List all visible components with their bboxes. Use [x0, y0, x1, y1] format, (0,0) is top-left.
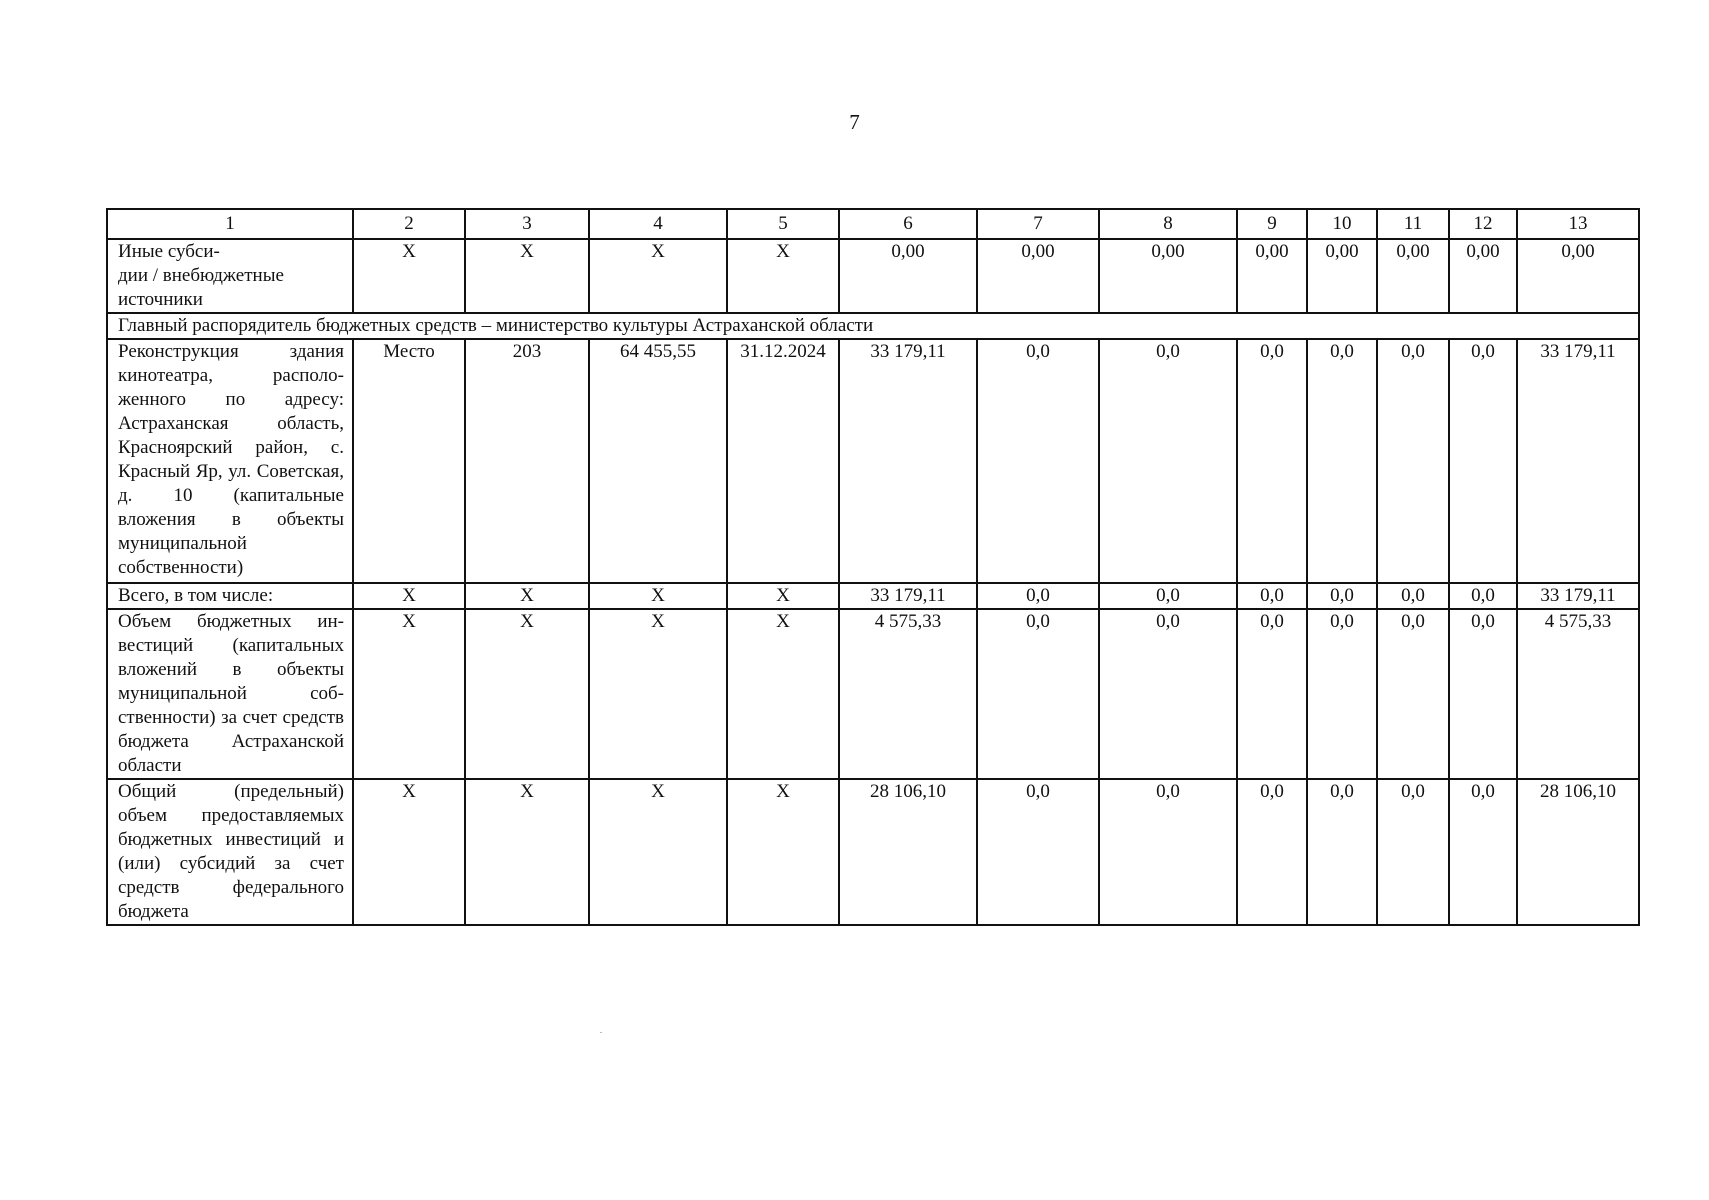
- table-cell: X: [465, 239, 589, 313]
- table-cell: X: [589, 583, 727, 609]
- column-header: 6: [839, 209, 977, 239]
- table-cell: X: [727, 609, 839, 779]
- table-cell: 0,00: [1099, 239, 1237, 313]
- table-cell: 33 179,11: [839, 339, 977, 583]
- table-cell: 0,00: [1307, 239, 1377, 313]
- table-cell: 33 179,11: [1517, 583, 1639, 609]
- table-cell: X: [353, 239, 465, 313]
- table-cell: X: [465, 779, 589, 925]
- table-cell: X: [465, 609, 589, 779]
- table-cell: 31.12.2024: [727, 339, 839, 583]
- table-cell: 0,0: [1237, 779, 1307, 925]
- table-cell: X: [353, 779, 465, 925]
- table-cell: 33 179,11: [1517, 339, 1639, 583]
- row-description: Объем бюджетных инвестиций (капитальных вложений в объекты муниципальной собственности) за счет средств бюджета Астраханской области: [107, 609, 353, 779]
- column-header: 1: [107, 209, 353, 239]
- table-cell: 0,0: [1377, 779, 1449, 925]
- table-cell: 0,0: [1307, 339, 1377, 583]
- table-cell: 0,0: [1307, 779, 1377, 925]
- table-cell: X: [589, 779, 727, 925]
- table-cell: 0,0: [1307, 583, 1377, 609]
- table-cell: Место: [353, 339, 465, 583]
- table-cell: 0,00: [977, 239, 1099, 313]
- table-cell: 0,0: [1237, 609, 1307, 779]
- table-cell: 28 106,10: [1517, 779, 1639, 925]
- column-header: 10: [1307, 209, 1377, 239]
- table-cell: 0,00: [1237, 239, 1307, 313]
- table-row-section-title: [107, 313, 1639, 339]
- table-row-federal-budget: [107, 779, 1639, 925]
- table-row-budget-investments: [107, 609, 1639, 779]
- table-cell: 0,0: [977, 339, 1099, 583]
- table-cell: 64 455,55: [589, 339, 727, 583]
- table-cell: 4 575,33: [1517, 609, 1639, 779]
- column-header: 7: [977, 209, 1099, 239]
- row-description: Всего, в том числе:: [107, 583, 353, 609]
- column-header: 12: [1449, 209, 1517, 239]
- table-cell: X: [465, 583, 589, 609]
- table-cell: 0,0: [1237, 583, 1307, 609]
- table-cell: 4 575,33: [839, 609, 977, 779]
- table-cell: 203: [465, 339, 589, 583]
- table-cell: 0,0: [977, 779, 1099, 925]
- table-cell: 0,0: [1099, 609, 1237, 779]
- table-cell: 0,0: [1099, 583, 1237, 609]
- table-cell: X: [727, 779, 839, 925]
- table-cell: X: [727, 239, 839, 313]
- table-cell: 0,0: [977, 609, 1099, 779]
- section-title: Главный распорядитель бюджетных средств – министерство культуры Астраханской области: [107, 313, 1639, 339]
- table-cell: X: [727, 583, 839, 609]
- table-cell: 0,0: [1237, 339, 1307, 583]
- column-header: 3: [465, 209, 589, 239]
- table-cell: X: [353, 583, 465, 609]
- table-cell: 0,0: [1449, 339, 1517, 583]
- table-cell: 0,00: [1377, 239, 1449, 313]
- table-row-other-subsidies: [107, 239, 1639, 313]
- row-description: Общий (предельный) объем предоставляемых бюджетных инвестиций и (или) субсидий за счет средств федерального бюджета: [107, 779, 353, 925]
- page-number: 7: [849, 110, 860, 134]
- column-header: 11: [1377, 209, 1449, 239]
- column-number-row: [107, 209, 1639, 239]
- table-cell: 0,0: [1377, 583, 1449, 609]
- table-row-total: [107, 583, 1639, 609]
- table-cell: 0,0: [1449, 779, 1517, 925]
- table-cell: 0,0: [977, 583, 1099, 609]
- table-cell: 0,00: [839, 239, 977, 313]
- budget-investment-table: [106, 208, 1640, 926]
- table-row-reconstruction: [107, 339, 1639, 583]
- table-cell: 0,0: [1449, 609, 1517, 779]
- table-cell: 0,00: [1517, 239, 1639, 313]
- table-cell: 0,0: [1099, 779, 1237, 925]
- column-header: 8: [1099, 209, 1237, 239]
- column-header: 2: [353, 209, 465, 239]
- column-header: 13: [1517, 209, 1639, 239]
- column-header: 9: [1237, 209, 1307, 239]
- row-description: Иные субси- дии / внебюджетные источники: [107, 239, 353, 313]
- table-cell: 28 106,10: [839, 779, 977, 925]
- table-cell: 0,0: [1377, 339, 1449, 583]
- row-description: Реконструкция здания кинотеатра, расположенного по адресу: Астраханская область, Красноярский район, с. Красный Яр, ул. Советская, д. 10 (капитальные вложения в объекты муниципальной собственности): [107, 339, 353, 583]
- table-cell: X: [589, 609, 727, 779]
- column-header: 4: [589, 209, 727, 239]
- table-cell: X: [353, 609, 465, 779]
- table-cell: 0,0: [1449, 583, 1517, 609]
- scan-speck: [600, 1032, 602, 1033]
- table-cell: 0,0: [1307, 609, 1377, 779]
- table-cell: 33 179,11: [839, 583, 977, 609]
- table-cell: 0,0: [1099, 339, 1237, 583]
- column-header: 5: [727, 209, 839, 239]
- table-cell: X: [589, 239, 727, 313]
- table-cell: 0,00: [1449, 239, 1517, 313]
- table-cell: 0,0: [1377, 609, 1449, 779]
